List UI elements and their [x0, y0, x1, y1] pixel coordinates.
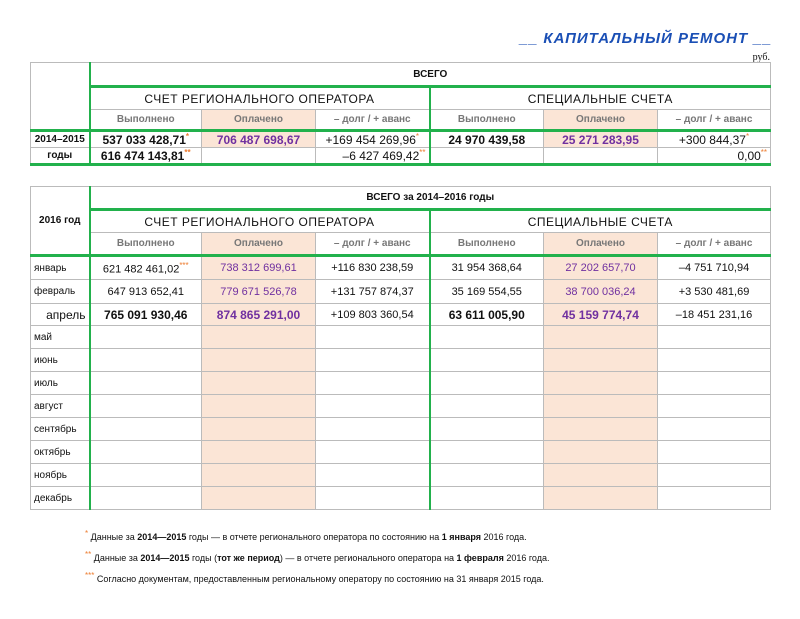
text: 1 января [441, 532, 481, 542]
section-special: СПЕЦИАЛЬНЫЕ СЧЕТА [430, 87, 771, 110]
table-row [31, 326, 771, 349]
month-label: апрель [31, 304, 90, 326]
table-row [31, 441, 771, 464]
table-row [31, 372, 771, 395]
col-debt: – долг / + аванс [316, 110, 430, 131]
section-special: СПЕЦИАЛЬНЫЕ СЧЕТА [430, 210, 771, 233]
value: 537 033 428,71 [102, 133, 186, 147]
row-label: 2014–2015 [31, 131, 90, 148]
value: –18 451 231,16 [658, 304, 771, 326]
footnote-mark: * [185, 132, 190, 141]
table-row [31, 280, 771, 304]
text: годы ( [189, 553, 218, 563]
value: +300 844,37 [678, 133, 746, 147]
value: 0,00 [737, 149, 761, 163]
table-row [31, 131, 771, 148]
col-debt: – долг / + аванс [316, 233, 430, 256]
month-label: ноябрь [31, 464, 90, 487]
table-title: ВСЕГО [90, 63, 771, 87]
value: +131 757 874,37 [316, 280, 430, 304]
monthly-table [30, 186, 771, 510]
value: +116 830 238,59 [316, 256, 430, 280]
text: Данные за [90, 532, 138, 542]
text: 1 февраля [456, 553, 504, 563]
text: годы — в отчете регионального оператора по состоянию на [186, 532, 442, 542]
value: 706 487 698,67 [202, 131, 316, 148]
footnote-mark: *** [85, 571, 95, 580]
table-row [31, 256, 771, 280]
table-row [31, 487, 771, 510]
text: ) — в отчете регионального оператора на [279, 553, 457, 563]
footnote-mark: ** [184, 148, 191, 157]
col-done: Выполнено [90, 110, 202, 131]
footnote-mark: * [85, 529, 89, 538]
value: 765 091 930,46 [104, 307, 188, 322]
table-title: ВСЕГО за 2014–2016 годы [90, 187, 771, 210]
table-row [31, 395, 771, 418]
text: 2014—2015 [140, 553, 190, 563]
month-label: август [31, 395, 90, 418]
col-debt: – долг / + аванс [658, 233, 771, 256]
text: 2016 года. [503, 553, 550, 563]
col-debt: – долг / + аванс [658, 110, 771, 131]
col-paid: Оплачено [202, 233, 316, 256]
value: 45 159 774,74 [544, 304, 658, 326]
year-label: 2016 год [31, 187, 90, 256]
section-regional: СЧЕТ РЕГИОНАЛЬНОГО ОПЕРАТОРА [90, 210, 430, 233]
footnote-mark: * [415, 132, 420, 141]
unit-label: руб. [752, 52, 770, 63]
col-done: Выполнено [430, 110, 544, 131]
value: –6 427 469,42 [342, 149, 420, 163]
value: 25 271 283,95 [544, 131, 658, 148]
value: 874 865 291,00 [202, 304, 316, 326]
month-label: май [31, 326, 90, 349]
table-row [31, 418, 771, 441]
col-done: Выполнено [430, 233, 544, 256]
text: Согласно документам, предоставленным региональному оператору по состоянию на 31 января 2015 года. [96, 574, 544, 584]
table-row [31, 349, 771, 372]
footnotes [85, 525, 550, 588]
col-paid: Оплачено [544, 233, 658, 256]
section-regional: СЧЕТ РЕГИОНАЛЬНОГО ОПЕРАТОРА [90, 87, 430, 110]
month-label: декабрь [31, 487, 90, 510]
value: 24 970 439,58 [430, 131, 544, 148]
value: 35 169 554,55 [430, 280, 544, 304]
table-row [31, 304, 771, 326]
footnote-mark: * [745, 132, 750, 141]
text: 2016 года. [481, 532, 527, 542]
value: 621 482 461,02 [102, 263, 180, 276]
col-paid: Оплачено [544, 110, 658, 131]
value: +169 454 269,96 [325, 133, 416, 147]
value: 779 671 526,78 [202, 280, 316, 304]
value: +109 803 360,54 [316, 304, 430, 326]
month-label: сентябрь [31, 418, 90, 441]
value: 738 312 699,61 [202, 256, 316, 280]
footnote-mark: ** [419, 148, 426, 157]
value: 31 954 368,64 [430, 256, 544, 280]
brand-logo: __ КАПИТАЛЬНЫЙ РЕМОНТ __ [519, 30, 772, 47]
col-done: Выполнено [90, 233, 202, 256]
value: 38 700 036,24 [544, 280, 658, 304]
value: 63 611 005,90 [430, 304, 544, 326]
table-row [31, 148, 771, 165]
month-label: июнь [31, 349, 90, 372]
footnote-mark: ** [760, 148, 768, 157]
footnote-mark: ** [85, 550, 92, 559]
text: 2014—2015 [137, 532, 187, 542]
value: +3 530 481,69 [658, 280, 771, 304]
month-label: октябрь [31, 441, 90, 464]
value: 616 474 143,81 [100, 149, 185, 163]
value: –4 751 710,94 [658, 256, 771, 280]
month-label: июль [31, 372, 90, 395]
text: тот же период [217, 553, 280, 563]
footnote [85, 567, 550, 588]
row-label: годы [31, 148, 90, 165]
value: 647 913 652,41 [107, 285, 184, 298]
month-label: февраль [31, 280, 90, 304]
month-label: январь [31, 256, 90, 280]
text: Данные за [93, 553, 141, 563]
footnote [85, 525, 550, 546]
footnote-mark: *** [179, 260, 189, 270]
table-row [31, 464, 771, 487]
value: 27 202 657,70 [544, 256, 658, 280]
footnote [85, 546, 550, 567]
summary-table [30, 62, 771, 166]
col-paid: Оплачено [202, 110, 316, 131]
